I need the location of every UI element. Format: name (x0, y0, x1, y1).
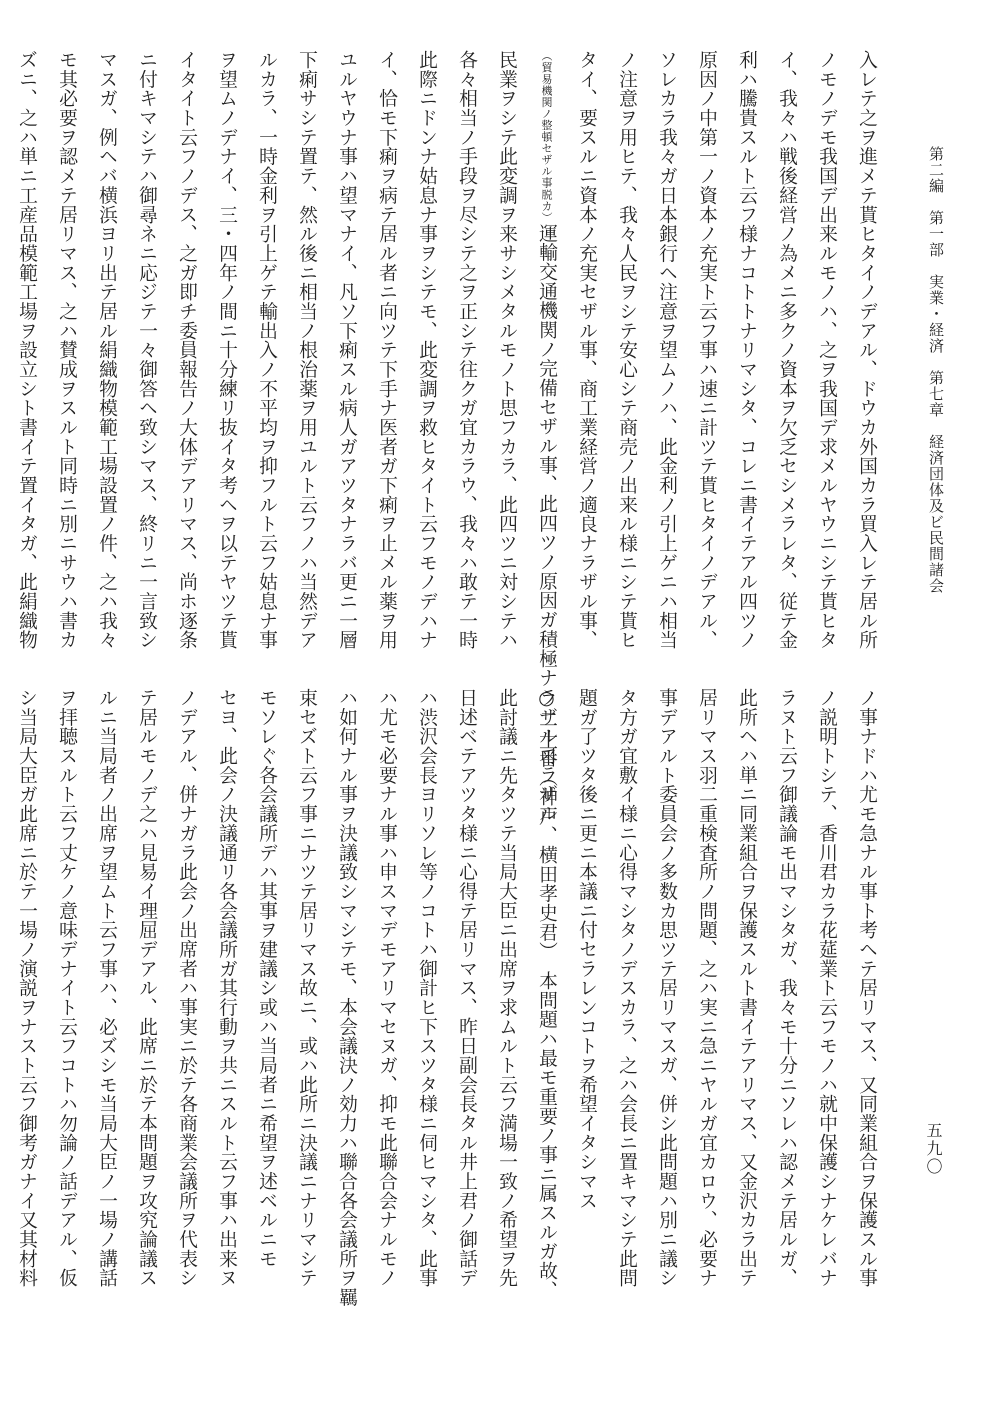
text-line: モソレぐ各会議所デハ其事ヲ建議シ或ハ当局者ニ希望ヲ述ベルニモ (256, 688, 277, 1269)
text-line: ユルヤウナ事ハ望マナイ、凡ソ下痢スル病人ガアツタナラバ更ニ一層 (336, 50, 357, 650)
text-line: ハ如何ナル事ヲ決議致シマシテモ、本会議決ノ効力ハ聯合各会議所ヲ羈 (336, 688, 357, 1307)
text-line: イタイト云フノデス、之ガ即チ委員報告ノ大体デアリマス、尚ホ逐条 (176, 50, 197, 650)
text-line: ニ付キマシテハ御尋ネニ応ジテ一々御答ヘ致シマス、終リニ一言致シ (136, 50, 157, 650)
text-line: 入レテ之ヲ進メテ貰ヒタイノデアル、ドウカ外国カラ買入レテ居ル所 (856, 50, 877, 650)
text-line: テ居ルモノデ之ハ見易イ理屈デアル、此席ニ於テ本問題ヲ攻究論議ス (136, 688, 157, 1288)
text-line: セヨ、此会ノ決議通リ各会議所ガ其行動ヲ共ニスルト云フ事ハ出来ヌ (216, 688, 237, 1288)
text-line: 居リマス羽二重検査所ノ問題、之ハ実ニ急ニヤルガ宜カロウ、必要ナ (696, 688, 717, 1288)
text-line: マスガ、例ヘバ横浜ヨリ出テ居ル絹織物模範工場設置ノ件、之ハ我々 (96, 50, 117, 650)
text-line: ルカラ、一時金利ヲ引上ゲテ輸出入ノ不平均ヲ抑フルト云フ姑息ナ事 (256, 50, 277, 650)
text-line: 此討議ニ先タツテ当局大臣ニ出席ヲ求ムルト云フ満場一致ノ希望ヲ先 (496, 688, 517, 1288)
text-line: 下痢サシテ置テ、然ル後ニ相当ノ根治薬ヲ用ユルト云フノハ当然デア (296, 50, 317, 650)
text-line: ズニ、之ハ単ニ工産品模範工場ヲ設立シト書イテ置イタガ、此絹織物 (16, 50, 37, 650)
text-line: 運輸交通機関ノ完備セザル事、此四ツノ原因ガ積極ナラザル可ラザル (536, 223, 557, 823)
text-line: 各々相当ノ手段ヲ尽シテ之ヲ正シテ往クガ宜カラウ、我々ハ敢テ一時 (456, 50, 477, 650)
text-line-with-note (526, 50, 566, 823)
page-number: 五九〇 (924, 1122, 943, 1176)
text-line: ハ渋沢会長ヨリソレ等ノコトハ御計ヒ下スツタ様ニ伺ヒマシタ、此事 (416, 688, 437, 1288)
text-line: 題ガ了ツタ後ニ更ニ本議ニ付セラレンコトヲ希望イタシマス (576, 688, 597, 1211)
text-line: イ、我々ハ戦後経営ノ為メニ多クノ資本ヲ欠乏セシメラレタ、従テ金 (776, 50, 797, 650)
text-line: ハ尤モ必要ナル事ハ申スマデモアリマセヌガ、抑モ此聯合会ナルモノ (376, 688, 397, 1288)
text-line: 束セズト云フ事ニナツテ居リマス故ニ、或ハ此所ニ決議ニナリマシテ (296, 688, 317, 1288)
text-line: ノ説明トシテ、香川君カラ花莚業ト云フモノハ就中保護シナケレバナ (816, 688, 837, 1288)
text-line: ノ注意ヲ用ヒテ、我々人民ヲシテ安心シテ商売ノ出来ル様ニシテ貰ヒ (616, 50, 637, 650)
text-line: タイ、要スルニ資本ノ充実セザル事、商工業経営ノ適良ナラザル事、 (576, 50, 597, 650)
text-line: シ当局大臣ガ此席ニ於テ一場ノ演説ヲナスト云フ御考ガナイ又其材料 (16, 688, 37, 1288)
text-line: 民業ヲシテ此変調ヲ来サシメタルモノト思フカラ、此四ツニ対シテハ (496, 50, 517, 650)
text-line: 利ハ騰貴スルト云フ様ナコトトナリマシタ、コレニ書イテアル四ツノ (736, 50, 757, 650)
text-line: 原因ノ中第一ノ資本ノ充実ト云フ事ハ速ニ計ツテ貰ヒタイノデアル、 (696, 50, 717, 650)
text-line: イ、恰モ下痢ヲ病テ居ル者ニ向ツテ下手ナ医者ガ下痢ヲ止メル薬ヲ用 (376, 50, 397, 650)
ruby-note: （貿易機関ノ整頓セザル事脱カ） (540, 50, 553, 224)
text-line: ノ事ナドハ尤モ急ナル事ト考ヘテ居リマス、又同業組合ヲ保護スル事 (856, 688, 877, 1288)
text-line: ラヌト云フ御議論モ出マシタガ、我々モ十分ニソレハ認メテ居ルガ、 (776, 688, 797, 1288)
text-line: ノデアル、併ナガラ此会ノ出席者ハ事実ニ於テ各商業会議所ヲ代表シ (176, 688, 197, 1288)
text-line: ○二十番（神戸、横田孝史君） 本問題ハ最モ重要ノ事ニ属スルガ故、 (536, 688, 557, 1300)
text-line: 日述ベテアツタ様ニ心得テ居リマス、昨日副会長タル井上君ノ御話デ (456, 688, 477, 1288)
text-line: 事デアルト委員会ノ多数カ思ツテ居リマスガ、併シ此問題ハ別ニ議シ (656, 688, 677, 1288)
text-line: ヲ望ムノデナイ、三・四年ノ間ニ十分練リ抜イタ考ヘヲ以テヤツテ貰 (216, 50, 237, 650)
text-line: 此際ニドンナ姑息ナ事ヲシテモ、此変調ヲ救ヒタイト云フモノデハナ (416, 50, 437, 650)
text-block-bottom (16, 688, 886, 1307)
text-line: タ方ガ宜敷イ様ニ心得マシタノデスカラ、之ハ会長ニ置キマシテ此問 (616, 688, 637, 1288)
text-line: モ其必要ヲ認メテ居リマス、之ハ賛成ヲスルト同時ニ別ニサウハ書カ (56, 50, 77, 650)
text-line: ノモノデモ我国デ出来ルモノハ、之ヲ我国デ求メルヤウニシテ貰ヒタ (816, 50, 837, 650)
text-line: ヲ拝聴スルト云フ丈ケノ意味デナイト云フコトハ勿論ノ話デアル、仮 (56, 688, 77, 1288)
text-line: ソレカラ我々ガ日本銀行ヘ注意ヲ望ムノハ、此金利ノ引上ゲニハ相当 (656, 50, 677, 650)
text-block-top (16, 50, 886, 823)
running-head: 第二編 第一部 実業・経済 第七章 経済団体及ビ民間諸会 (927, 146, 945, 594)
text-line: ルニ当局者ノ出席ヲ望ムト云フ事ハ、必ズシモ当局大臣ノ一場ノ講話 (96, 688, 117, 1288)
text-line: 此所ヘハ単ニ同業組合ヲ保護スルト書イテアリマス、又金沢カラ出テ (736, 688, 757, 1288)
